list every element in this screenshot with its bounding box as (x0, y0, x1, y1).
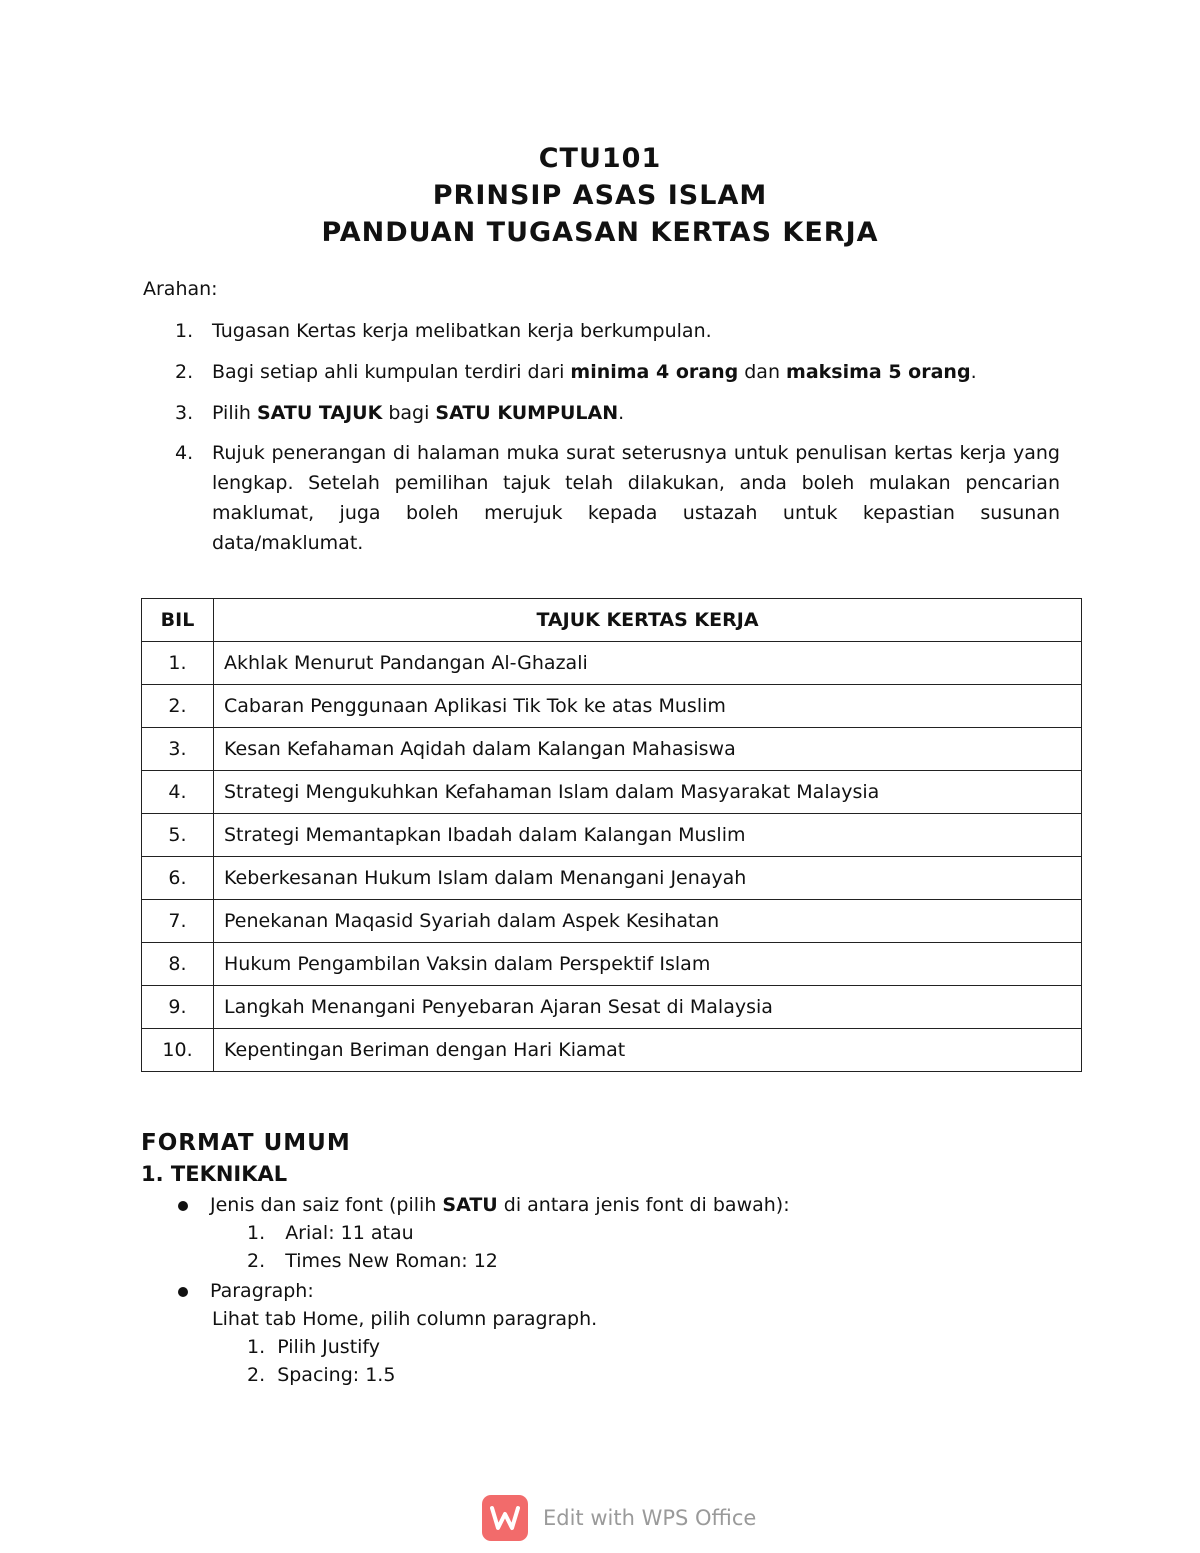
bullet-item (178, 1194, 790, 1216)
row-topic: Hukum Pengambilan Vaksin dalam Perspektif Islam (214, 943, 1082, 986)
table-row (142, 1029, 1082, 1072)
row-number: 6. (142, 857, 214, 900)
paragraph-option-number: 1. (247, 1336, 266, 1358)
table-row (142, 814, 1082, 857)
row-topic: Penekanan Maqasid Syariah dalam Aspek Kesihatan (214, 900, 1082, 943)
bullet-icon (178, 1287, 188, 1297)
instruction-text-part: Bagi setiap ahli kumpulan terdiri dari (212, 361, 571, 383)
table-row (142, 685, 1082, 728)
header-tajuk: TAJUK KERTAS KERJA (214, 599, 1082, 642)
row-number: 4. (142, 771, 214, 814)
row-topic: Cabaran Penggunaan Aplikasi Tik Tok ke atas Muslim (214, 685, 1082, 728)
instruction-number: 4. (175, 442, 194, 464)
header-bil: BIL (142, 599, 214, 642)
wps-logo-icon (482, 1495, 528, 1541)
table-row (142, 943, 1082, 986)
row-number: 2. (142, 685, 214, 728)
wps-label: Edit with WPS Office (543, 1506, 757, 1530)
instruction-bold-part: maksima 5 orang (786, 361, 971, 383)
row-number: 1. (142, 642, 214, 685)
row-number: 10. (142, 1029, 214, 1072)
instruction-text-part: bagi (382, 402, 436, 424)
row-number: 3. (142, 728, 214, 771)
table-header-row (142, 599, 1082, 642)
instruction-text: Tugasan Kertas kerja melibatkan kerja berkumpulan. (212, 320, 712, 342)
instruction-bold-part: SATU TAJUK (256, 402, 383, 424)
instruction-text-part: . (618, 402, 625, 424)
wps-w-glyph (490, 1505, 520, 1531)
bullet-bold-part: SATU (442, 1194, 498, 1216)
table-row (142, 642, 1082, 685)
table-row (142, 986, 1082, 1029)
paragraph-option-number: 2. (247, 1364, 266, 1386)
topics-table (141, 598, 1082, 1072)
instruction-text (212, 357, 1060, 387)
instruction-number: 3. (175, 402, 194, 424)
instruction-item (175, 438, 1060, 558)
paragraph-note: Lihat tab Home, pilih column paragraph. (212, 1308, 598, 1330)
instruction-item (175, 357, 1060, 387)
bullet-text: Paragraph: (210, 1280, 314, 1302)
font-option-text: Arial: 11 atau (285, 1222, 414, 1244)
row-number: 9. (142, 986, 214, 1029)
paragraph-option (247, 1364, 395, 1386)
instruction-text-part: . (970, 361, 977, 383)
row-topic: Keberkesanan Hukum Islam dalam Menangani Jenayah (214, 857, 1082, 900)
row-topic: Strategi Mengukuhkan Kefahaman Islam dalam Masyarakat Malaysia (214, 771, 1082, 814)
font-option-text: Times New Roman: 12 (285, 1250, 498, 1272)
bullet-text-part: Jenis dan saiz font (pilih (210, 1194, 443, 1216)
row-topic: Kepentingan Beriman dengan Hari Kiamat (214, 1029, 1082, 1072)
document-subtitle: PANDUAN TUGASAN KERTAS KERJA (321, 217, 879, 248)
arahan-label: Arahan: (143, 278, 218, 300)
font-option-number: 1. (247, 1222, 266, 1244)
font-option (247, 1250, 498, 1272)
document-title (0, 140, 1200, 251)
row-number: 5. (142, 814, 214, 857)
instruction-number: 2. (175, 361, 194, 383)
font-option (247, 1222, 414, 1244)
row-topic: Akhlak Menurut Pandangan Al-Ghazali (214, 642, 1082, 685)
bullet-text-part: di antara jenis font di bawah): (497, 1194, 790, 1216)
instruction-item (175, 398, 1060, 428)
table-row (142, 728, 1082, 771)
course-name: PRINSIP ASAS ISLAM (432, 180, 768, 211)
instruction-text-part: dan (738, 361, 787, 383)
row-topic: Strategi Memantapkan Ibadah dalam Kalangan Muslim (214, 814, 1082, 857)
table-row (142, 857, 1082, 900)
paragraph-option (247, 1336, 380, 1358)
section-teknikal-heading: 1. TEKNIKAL (141, 1162, 288, 1186)
instruction-bold-part: minima 4 orang (570, 361, 739, 383)
table-row (142, 900, 1082, 943)
wps-watermark[interactable] (482, 1494, 756, 1542)
course-code: CTU101 (538, 143, 662, 174)
format-heading: FORMAT UMUM (141, 1130, 351, 1156)
instruction-text: Rujuk penerangan di halaman muka surat seterusnya untuk penulisan kertas kerja yang lengkap. Setelah pemilihan tajuk telah dilakukan, anda boleh mulakan pencarian maklumat, juga boleh merujuk kepada ustazah untuk kepastian susunan data/maklumat. (212, 442, 1060, 554)
row-topic: Langkah Menangani Penyebaran Ajaran Sesat di Malaysia (214, 986, 1082, 1029)
instruction-bold-part: SATU KUMPULAN (435, 402, 619, 424)
paragraph-option-text: Pilih Justify (277, 1336, 381, 1358)
row-number: 7. (142, 900, 214, 943)
paragraph-option-text: Spacing: 1.5 (277, 1364, 396, 1386)
table-row (142, 771, 1082, 814)
bullet-icon (178, 1201, 188, 1211)
instruction-text (212, 398, 1060, 428)
row-topic: Kesan Kefahaman Aqidah dalam Kalangan Mahasiswa (214, 728, 1082, 771)
row-number: 8. (142, 943, 214, 986)
bullet-item (178, 1280, 314, 1302)
instruction-text-part: Pilih (212, 402, 257, 424)
instruction-item (175, 316, 1060, 346)
instruction-number: 1. (175, 320, 194, 342)
font-option-number: 2. (247, 1250, 266, 1272)
